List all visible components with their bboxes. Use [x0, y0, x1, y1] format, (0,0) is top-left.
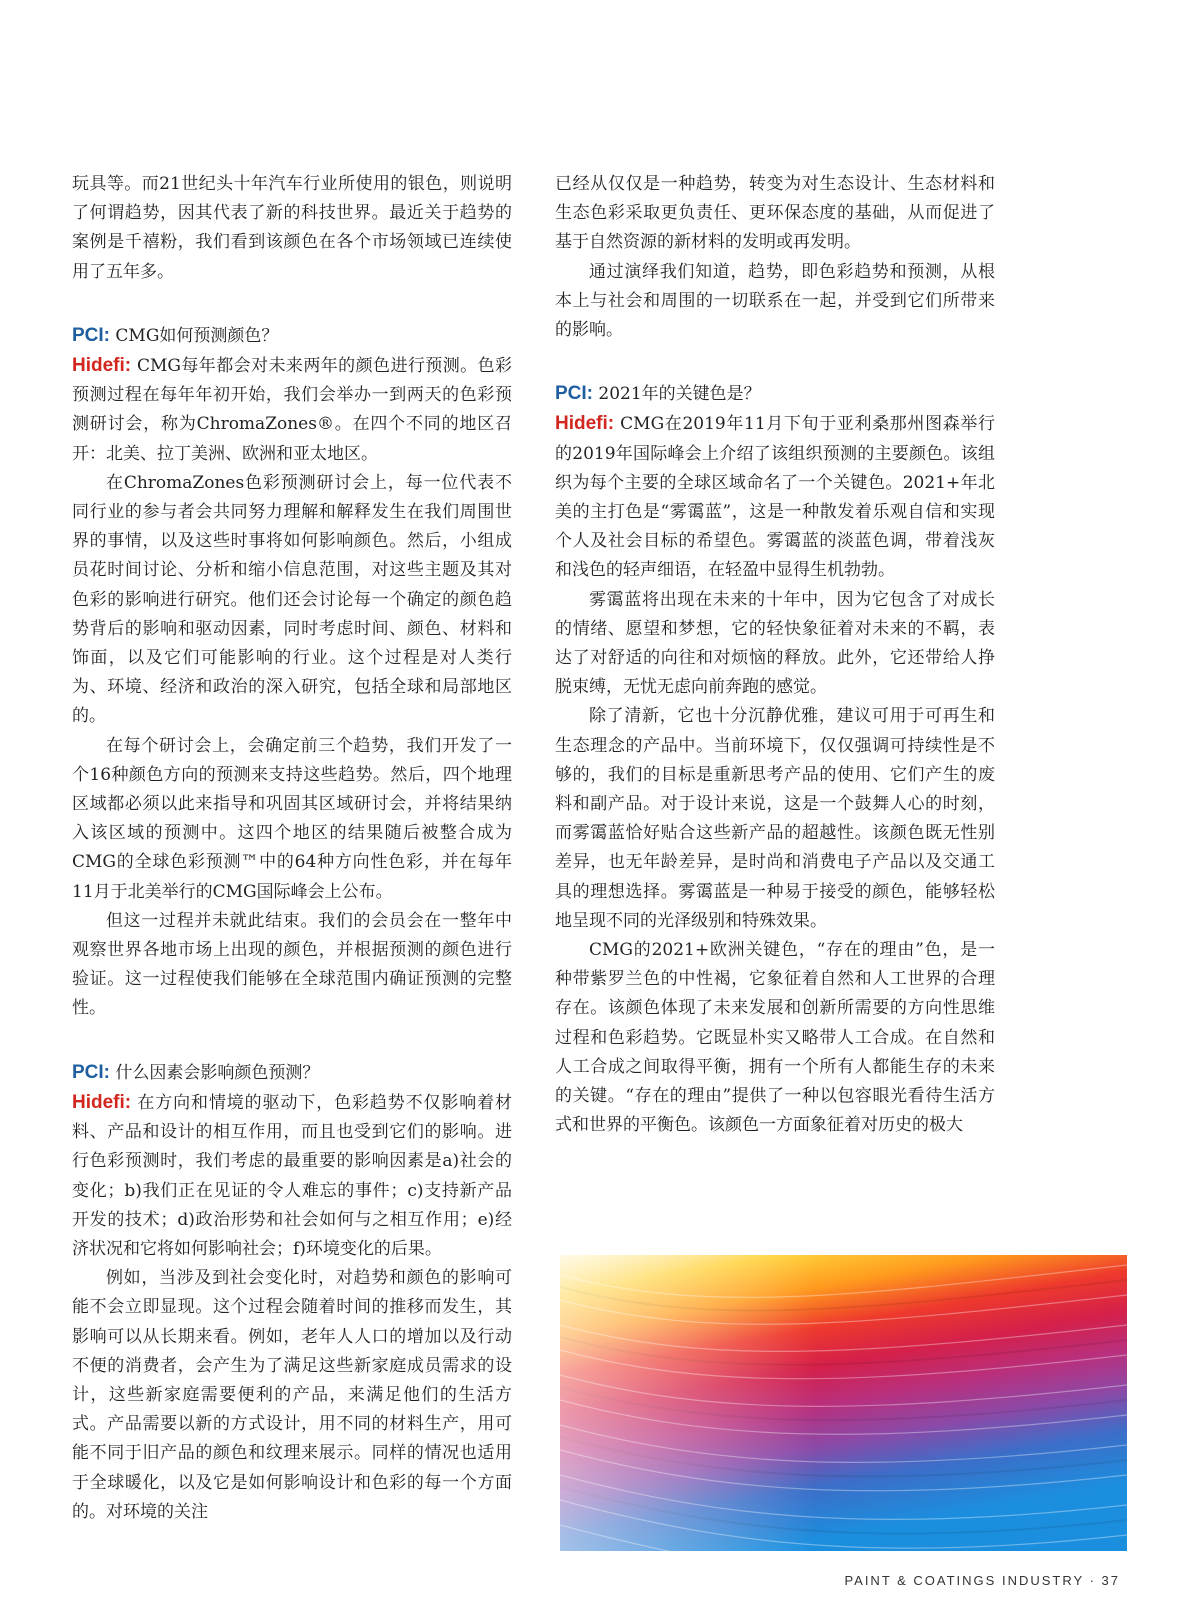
body-paragraph: 在每个研讨会上，会确定前三个趋势，我们开发了一个16种颜色方向的预测来支持这些趋势。然后，四个地理区域都必须以此来指导和巩固其区域研讨会，并将结果纳入该区域的预测中。这四个地区的结果随后被整合成为CMG的全球色彩预测™中的64种方向性色彩，并在每年11月于北美举行的CMG国际峰会上公布。: [72, 735, 512, 902]
left-intro-paragraph: 玩具等。而21世纪头十年汽车行业所使用的银色，则说明了何谓趋势，因其代表了新的科技世界。最近关于趋势的案例是千禧粉，我们看到该颜色在各个市场领域已连续使用了五年多。: [72, 174, 512, 282]
rainbow-waves-image: [560, 1255, 1127, 1551]
answer-text: CMG在2019年11月下旬于亚利桑那州图森举行的2019年国际峰会上介绍了该组织预测的主要颜色。该组织为每个主要的全球区域命名了一个关键色。2021+年北美的主打色是“雾霭蓝”，这是一种散发着乐观自信和实现个人及社会目标的希望色。雾霭蓝的淡蓝色调，带着浅灰和浅色的轻声细语，在轻盈中显得生机勃勃。: [555, 414, 996, 581]
pci-label: PCI:: [72, 324, 110, 346]
footer-separator: ·: [1089, 1573, 1096, 1588]
pci-label: PCI:: [555, 383, 593, 405]
question-text: CMG如何预测颜色？: [115, 325, 279, 346]
right-column: [555, 170, 995, 1141]
pci-label: PCI:: [72, 1061, 110, 1083]
page-footer: [844, 1573, 1120, 1588]
page-number: 37: [1101, 1573, 1120, 1588]
question-text: 2021年的关键色是？: [598, 384, 761, 405]
hidefi-label: Hidefi:: [555, 413, 615, 435]
answer: [72, 1088, 512, 1264]
qa-section-key-color: [555, 379, 995, 1140]
body-paragraph: 通过演绎我们知道，趋势，即色彩趋势和预测，从根本上与社会和周围的一切联系在一起，并受到它们所带来的影响。: [555, 261, 995, 341]
hidefi-label: Hidefi:: [72, 1091, 132, 1113]
question: [72, 1058, 512, 1088]
hidefi-label: Hidefi:: [72, 355, 132, 377]
body-paragraph: 例如，当涉及到社会变化时，对趋势和颜色的影响可能不会立即显现。这个过程会随着时间的推移而发生，其影响可以从长期来看。例如，老年人人口的增加以及行动不便的消费者，会产生为了满足这些新家庭成员需求的设计，这些新家庭需要便利的产品，来满足他们的生活方式。产品需要以新的方式设计，用不同的材料生产，用可能不同于旧产品的颜色和纹理来展示。同样的情况也适用于全球暖化，以及它是如何影响设计和色彩的每一个方面的。对环境的关注: [72, 1268, 512, 1522]
rainbow-waves-graphic: [560, 1255, 1127, 1551]
answer-text: CMG每年都会对未来两年的颜色进行预测。色彩预测过程在每年年初开始，我们会举办一到两天的色彩预测研讨会，称为ChromaZones®。在四个不同的地区召开：北美、拉丁美洲、欧洲和亚太地区。: [72, 356, 512, 464]
question: [555, 379, 995, 409]
body-paragraph: CMG的2021+欧洲关键色，“存在的理由”色，是一种带紫罗兰色的中性褐，它象征着自然和人工世界的合理存在。该颜色体现了未来发展和创新所需要的方向性思维过程和色彩趋势。它既显朴实又略带人工合成。在自然和人工合成之间取得平衡，拥有一个所有人都能生存的未来的关键。“存在的理由”提供了一种以包容眼光看待生活方式和世界的平衡色。该颜色一方面象征着对历史的极大: [555, 940, 995, 1136]
publication-name: PAINT & COATINGS INDUSTRY: [844, 1573, 1084, 1588]
body-paragraph: 除了清新，它也十分沉静优雅，建议可用于可再生和生态理念的产品中。当前环境下，仅仅强调可持续性是不够的，我们的目标是重新思考产品的使用、它们产生的废料和副产品。对于设计来说，这是一个鼓舞人心的时刻，而雾霭蓝恰好贴合这些新产品的超越性。该颜色既无性别差异，也无年龄差异，是时尚和消费电子产品以及交通工具的理想选择。雾霭蓝是一种易于接受的颜色，能够轻松地呈现不同的光泽级别和特殊效果。: [555, 706, 995, 931]
body-paragraph: 雾霭蓝将出现在未来的十年中，因为它包含了对成长的情绪、愿望和梦想，它的轻快象征着对未来的不羁，表达了对舒适的向往和对烦恼的释放。此外，它还带给人挣脱束缚，无忧无虑向前奔跑的感觉。: [555, 589, 995, 698]
qa-section-factors: [72, 1058, 512, 1527]
question-text: 什么因素会影响颜色预测？: [115, 1062, 320, 1083]
left-column: [72, 170, 512, 1527]
body-paragraph: 但这一过程并未就此结束。我们的会员会在一整年中观察世界各地市场上出现的颜色，并根据预测的颜色进行验证。这一过程使我们能够在全球范围内确证预测的完整性。: [72, 910, 512, 1019]
right-intro-paragraph: 已经从仅仅是一种趋势，转变为对生态设计、生态材料和生态色彩采取更负责任、更环保态度的基础，从而促进了基于自然资源的新材料的发明或再发明。: [555, 174, 995, 253]
answer: [72, 351, 512, 469]
answer-text: 在方向和情境的驱动下，色彩趋势不仅影响着材料、产品和设计的相互作用，而且也受到它们的影响。进行色彩预测时，我们考虑的最重要的影响因素是a)社会的变化；b)我们正在见证的令人难忘的事件；c)支持新产品开发的技术；d)政治形势和社会如何与之相互作用；e)经济状况和它将如何影响社会；f)环境变化的后果。: [72, 1092, 513, 1259]
body-paragraph: 在ChromaZones色彩预测研讨会上，每一位代表不同行业的参与者会共同努力理解和解释发生在我们周围世界的事情，以及这些时事将如何影响颜色。然后，小组成员花时间讨论、分析和缩小信息范围，对这些主题及其对色彩的影响进行研究。他们还会讨论每一个确定的颜色趋势背后的影响和驱动因素，同时考虑时间、颜色、材料和饰面，以及它们可能影响的行业。这个过程是对人类行为、环境、经济和政治的深入研究，包括全球和局部地区的。: [72, 472, 512, 727]
question: [72, 321, 512, 351]
qa-section-forecast: [72, 321, 512, 1024]
answer: [555, 409, 995, 585]
